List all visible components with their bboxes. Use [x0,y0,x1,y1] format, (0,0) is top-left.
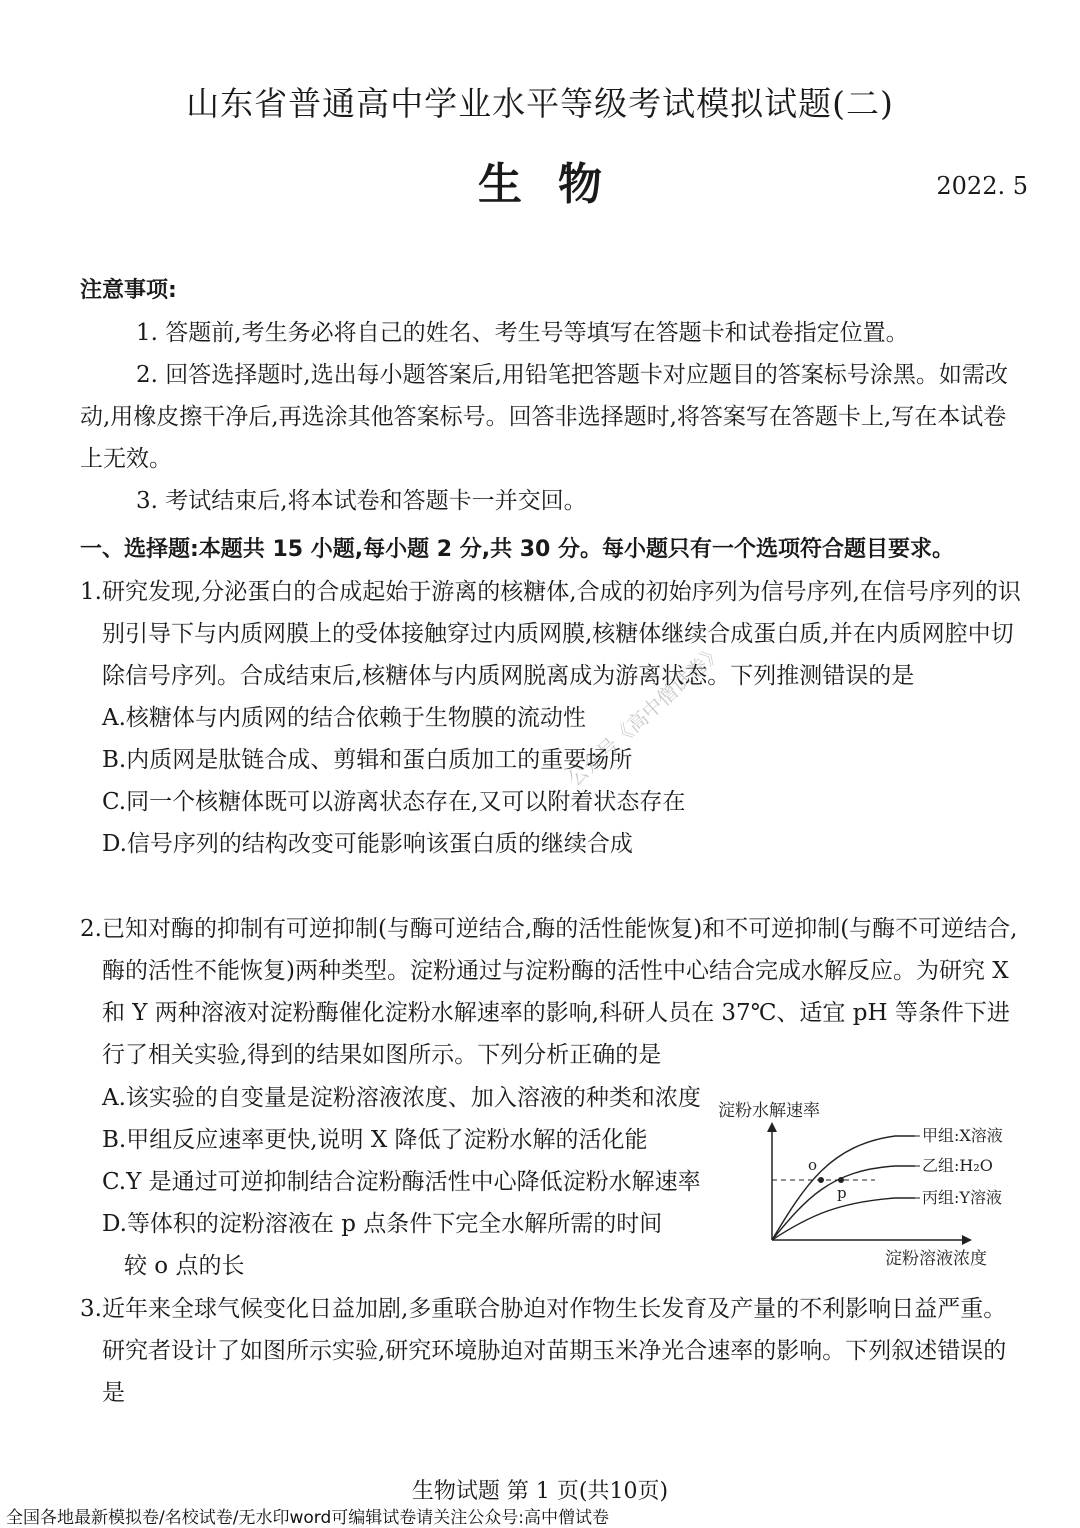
exam-title: 山东省普通高中学业水平等级考试模拟试题(二) [186,84,894,123]
question-3 [80,1288,1028,1414]
question-1-option-c: C.同一个核糖体既可以游离状态存在,又可以附着状态存在 [102,789,686,815]
page-footer: 生物试题 第 1 页(共10页) [411,1479,669,1504]
curve-label-jia: 甲组:X溶液 [922,1126,1003,1145]
question-2-option-d: D.等体积的淀粉溶液在 p 点条件下完全水解所需的时间 [102,1211,663,1237]
question-1-option-d: D.信号序列的结构改变可能影响该蛋白质的继续合成 [102,831,633,857]
notice-item-1: 1. 答题前,考生务必将自己的姓名、考生号等填写在答题卡和试卷指定位置。 [136,320,909,346]
question-2-stem: 2.已知对酶的抑制有可逆抑制(与酶可逆结合,酶的活性能恢复)和不可逆抑制(与酶不可逆结合,酶的活性不能恢复)两种类型。淀粉通过与淀粉酶的活性中心结合完成水解反应。为研究 X 和 Y 两种溶液对淀粉酶催化淀粉水解速率的影响,科研人员在 37℃、适宜 pH 等条件下进行了相关实验,得到的结果如图所示。下列分析正确的是 [80,916,1018,1068]
point-o-label: o [808,1156,818,1174]
subject-title: 生物 [478,159,638,210]
notice-item-2: 2. 回答选择题时,选出每小题答案后,用铅笔把答题卡对应题目的答案标号涂黑。如需改动,用橡皮擦干净后,再选涂其他答案标号。回答非选择题时,将答案写在答题卡上,写在本试卷上无效。 [80,362,1008,472]
notice-heading: 注意事项: [80,278,177,303]
section-heading [80,529,1028,571]
notice-item-3: 3. 考试结束后,将本试卷和答题卡一并交回。 [136,488,587,514]
question-3-stem: 3.近年来全球气候变化日益加剧,多重联合胁迫对作物生长发育及产量的不利影响日益严重。研究者设计了如图所示实验,研究环境胁迫对苗期玉米净光合速率的影响。下列叙述错误的是 [80,1296,1007,1406]
watermark-text: 公众号《高中僧试卷》 [562,639,728,791]
question-1-option-b: B.内质网是肽链合成、剪辑和蛋白质加工的重要场所 [102,747,633,773]
question-1-option-a: A.核糖体与内质网的结合依赖于生物膜的流动性 [102,705,586,731]
curve-group-yi [772,1166,915,1240]
question-1 [80,571,1028,865]
question-2-option-c: C.Y 是通过可逆抑制结合淀粉酶活性中心降低淀粉水解速率 [102,1169,701,1195]
figure-xlabel: 淀粉溶液浓度 [885,1249,987,1269]
x-axis-arrow-icon [962,1235,972,1245]
y-axis-arrow-icon [767,1122,777,1132]
exam-date: 2022. 5 [936,172,1028,200]
question-2-option-d-continued: 较 o 点的长 [124,1253,245,1279]
point-p-marker [838,1177,844,1183]
point-p-label: p [837,1184,847,1202]
figure-ylabel: 淀粉水解速率 [718,1101,820,1121]
curve-label-bing: 丙组:Y溶液 [922,1188,1002,1207]
question-2-options [80,1077,720,1287]
question-1-stem: 1.研究发现,分泌蛋白的合成起始于游离的核糖体,合成的初始序列为信号序列,在信号序列的识别引导下与内质网膜上的受体接触穿过内质网膜,核糖体继续合成蛋白质,并在内质网腔中切除信号序列。合成结束后,核糖体与内质网脱离成为游离状态。下列推测错误的是 [80,579,1021,689]
point-o-marker [818,1177,824,1183]
enzyme-rate-figure [710,1090,1050,1270]
section1-heading: 一、选择题:本题共 15 小题,每小题 2 分,共 30 分。每小题只有一个选项符合题目要求。 [80,537,955,562]
notice-section [80,270,1028,522]
curve-group-bing [772,1198,915,1240]
question-2-option-b: B.甲组反应速率更快,说明 X 降低了淀粉水解的活化能 [102,1127,648,1153]
question-2 [80,908,1028,1076]
question-2-option-a: A.该实验的自变量是淀粉溶液浓度、加入溶液的种类和浓度 [102,1085,701,1111]
bottom-banner: 全国各地最新模拟卷/名校试卷/无水印word可编辑试卷请关注公众号:高中僧试卷 [6,1508,609,1528]
curve-label-yi: 乙组:H₂O [922,1156,993,1175]
